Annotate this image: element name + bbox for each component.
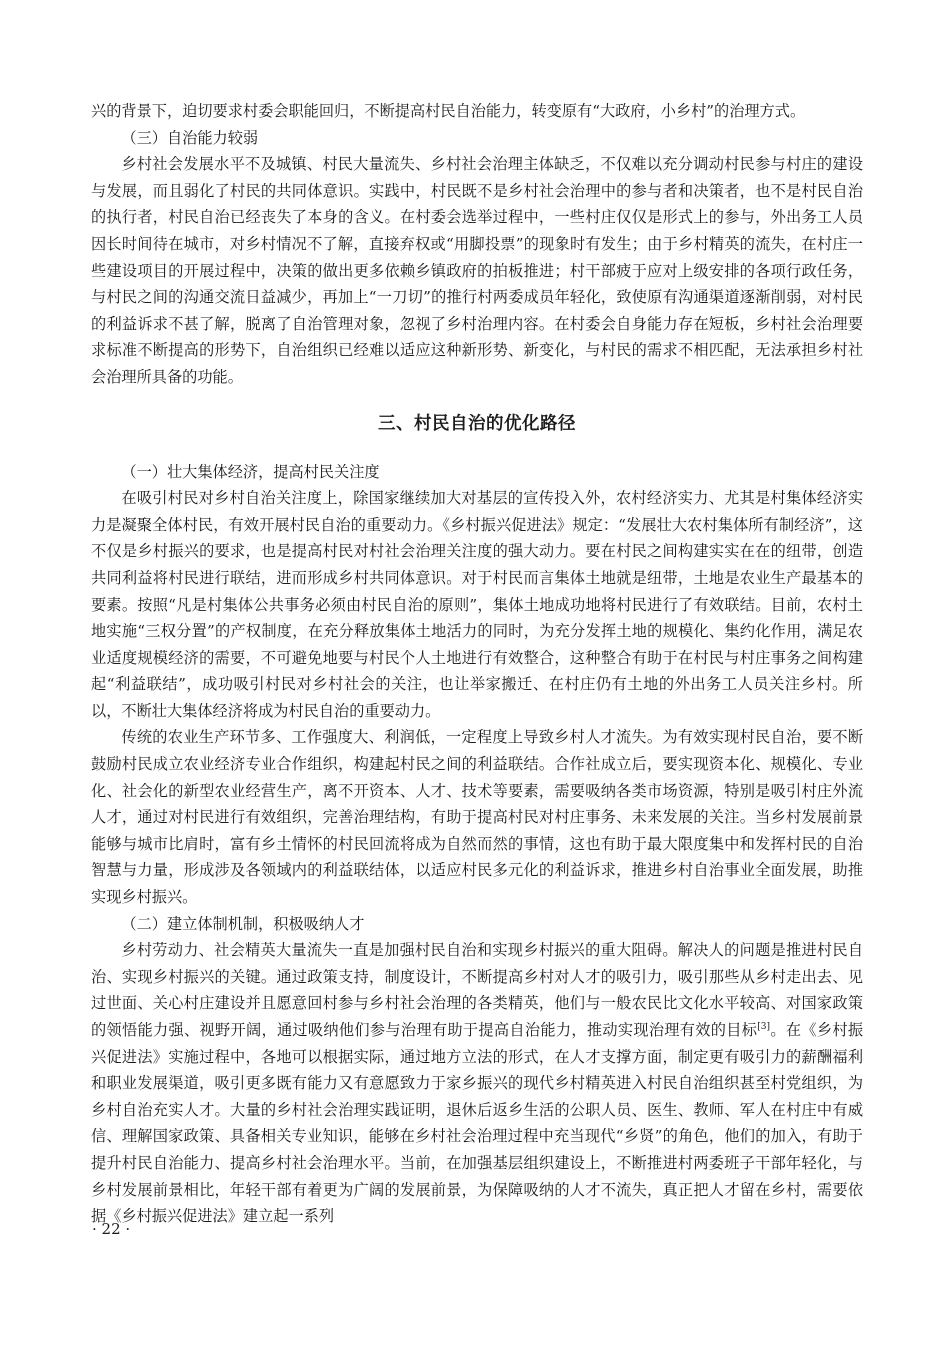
subsection-heading-weak-autonomy: （三）自治能力较弱	[121, 128, 259, 147]
paragraph-talent-part2: 。在《乡村振兴促进法》实施过程中，各地可以根据实际，通过地方立法的形式，在人才支撑方面，制定更有吸引力的薪酬福利和职业发展渠道，吸引更多既有能力又有意愿致力于家乡振兴的现代乡村精英进入村民自治组织甚至村党组织，为乡村自治充实人才。大量的乡村社会治理实践证明，退休后返乡生活的公职人员、医生、教师、军人在村庄中有威信、理解国家政策、具备相关专业知识，能够在乡村社会治理过程中充当现代“乡贤”的角色，他们的加入，有助于提升村民自治能力、提高乡村社会治理水平。当前，在加强基层组织建设上，不断推进村两委班子干部年轻化，与乡村发展前景相比，年轻干部有着更为广阔的发展前景，为保障吸纳的人才不流失，真正把人才留在乡村，需要依据《乡村振兴促进法》建立起一系列	[91, 1021, 864, 1226]
continuation-paragraph: 兴的背景下，迫切要求村委会职能回归，不断提高村民自治能力，转变原有“大政府，小乡村”的治理方式。	[91, 102, 806, 120]
section-title: 三、村民自治的优化路径	[378, 413, 576, 434]
subsection-heading-collective-economy: （一）壮大集体经济，提高村民关注度	[121, 462, 380, 481]
article-body	[91, 98, 863, 1230]
page-number: · 22 ·	[92, 1220, 131, 1238]
paragraph-collective-economy-1: 在吸引村民对乡村自治关注度上，除国家继续加大对基层的宣传投入外，农村经济实力、尤其是村集体经济实力是凝聚全体村民，有效开展村民自治的重要动力。《乡村振兴促进法》规定：“发展壮大农村集体所有制经济”，这不仅是乡村振兴的要求，也是提高村民对村社会治理关注度的强大动力。要在村民之间构建实实在在的纽带，创造共同利益将村民进行联结，进而形成乡村共同体意识。对于村民而言集体土地就是纽带，土地是农业生产最基本的要素。按照“凡是村集体公共事务必须由村民自治的原则”，集体土地成功地将村民进行了有效联结。目前，农村土地实施“三权分置”的产权制度，在充分释放集体土地活力的同时，为充分发挥土地的规模化、集约化作用，满足农业适度规模经济的需要，不可避免地要与村民个人土地进行有效整合，这种整合有助于在村民与村庄事务之间构建起“利益联结”，成功吸引村民对乡村社会的关注，也让举家搬迁、在村庄仍有土地的外出务工人员关注乡村。所以，不断壮大集体经济将成为村民自治的重要动力。	[91, 489, 863, 720]
paragraph-weak-autonomy: 乡村社会发展水平不及城镇、村民大量流失、乡村社会治理主体缺乏，不仅难以充分调动村民参与村庄的建设与发展，而且弱化了村民的共同体意识。实践中，村民既不是乡村社会治理中的参与者和决策者，也不是村民自治的执行者，村民自治已经丧失了本身的含义。在村委会选举过程中，一些村庄仅仅是形式上的参与，外出务工人员因长时间待在城市，对乡村情况不了解，直接弃权或“用脚投票”的现象时有发生；由于乡村精英的流失，在村庄一些建设项目的开展过程中，决策的做出更多依赖乡镇政府的拍板推进；村干部疲于应对上级安排的各项行政任务，与村民之间的沟通交流日益减少，再加上“一刀切”的推行村两委成员年轻化，致使原有沟通渠道逐渐削弱，对村民的利益诉求不甚了解，脱离了自治管理对象，忽视了乡村治理内容。在村委会自身能力存在短板，乡村社会治理要求标准不断提高的形势下，自治组织已经难以适应这种新形势、新变化，与村民的需求不相匹配，无法承担乡村社会治理所具备的功能。	[91, 155, 863, 386]
paragraph-talent	[91, 937, 863, 1230]
paragraph-talent-part1: 乡村劳动力、社会精英大量流失一直是加强村民自治和实现乡村振兴的重大阻碍。解决人的问题是推进村民自治、实现乡村振兴的关键。通过政策支持，制度设计，不断提高乡村对人才的吸引力，吸引那些从乡村走出去、见过世面、关心村庄建设并且愿意回村参与乡村社会治理的各类精英，他们与一般农民比文化水平较高、对国家政策的领悟能力强、视野开阔，通过吸纳他们参与治理有助于提高自治能力，推动实现治理有效的目标	[91, 941, 863, 1039]
paragraph-collective-economy-2: 传统的农业生产环节多、工作强度大、利润低，一定程度上导致乡村人才流失。为有效实现村民自治，要不断鼓励村民成立农业经济专业合作组织，构建起村民之间的利益联结。合作社成立后，要实现资本化、规模化、专业化、社会化的新型农业经营生产，离不开资本、人才、技术等要素，需要吸纳各类市场资源，特别是吸引村庄外流人才，通过对村民进行有效组织，完善治理结构，有助于提高村民对村庄事务、未来发展的关注。当乡村发展前景能够与城市比肩时，富有乡土情怀的村民回流将成为自然而然的事情，这也有助于最大限度集中和发挥村民的自治智慧与力量，形成涉及各领域内的利益联结体，以适应村民多元化的利益诉求，推进乡村自治事业全面发展，助推实现乡村振兴。	[91, 728, 863, 907]
subsection-heading-talent: （二）建立体制机制，积极吸纳人才	[121, 914, 365, 933]
citation-3: [3]	[757, 1022, 771, 1032]
